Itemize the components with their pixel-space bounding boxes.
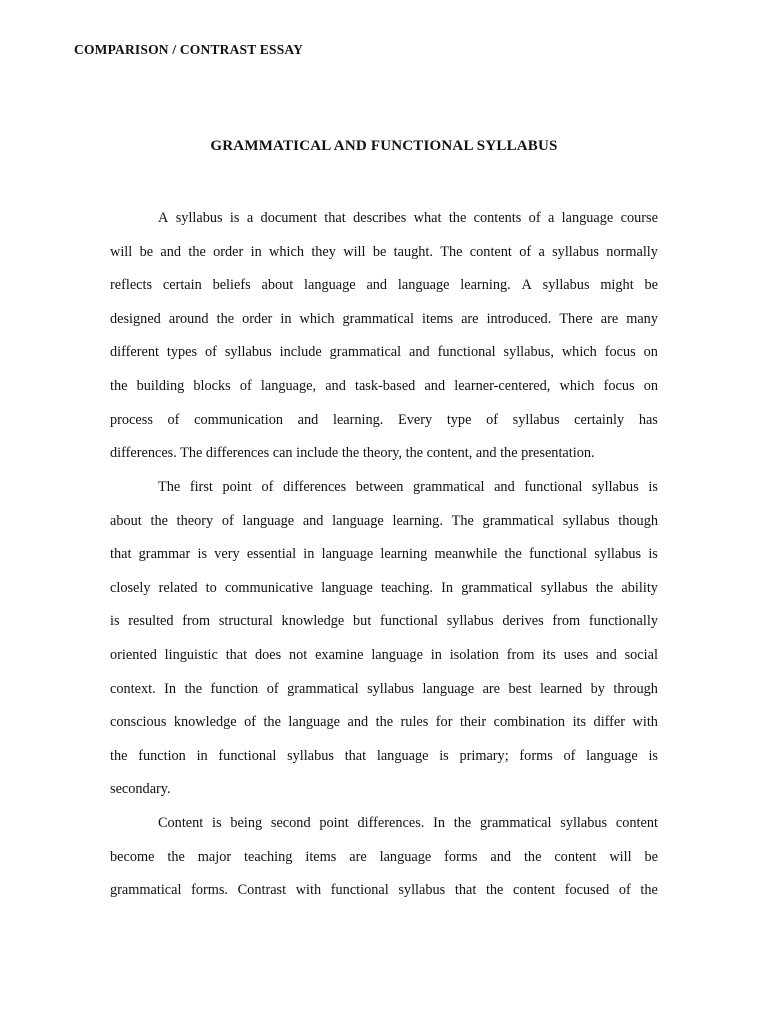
word: In [164, 680, 177, 697]
word: the [453, 815, 472, 831]
word: be [644, 848, 658, 865]
word: does [254, 646, 282, 663]
paragraph-line [110, 269, 658, 303]
word: functional [437, 344, 496, 361]
word: resulted [128, 613, 174, 630]
word: reflects [110, 277, 153, 294]
word: There [559, 310, 593, 327]
word: a [246, 210, 254, 226]
word: learning. [392, 512, 443, 529]
word: the [485, 882, 504, 899]
word: of [239, 377, 252, 394]
word: language, [260, 377, 317, 394]
word: that [110, 546, 132, 563]
word: are [600, 310, 619, 327]
word: the [167, 848, 185, 865]
paragraph-2 [110, 471, 658, 807]
word: the [263, 714, 281, 731]
paragraph-line [110, 740, 658, 774]
word: functional [524, 479, 583, 495]
word: from [182, 613, 211, 630]
word: of [167, 411, 180, 428]
word: the [504, 546, 522, 563]
word: learning. [332, 411, 384, 428]
word: syllabus [175, 210, 223, 226]
word: syllabus [540, 579, 588, 596]
word: knowledge [173, 714, 237, 731]
word: around [168, 310, 209, 327]
word: which [559, 377, 595, 394]
word: In [433, 815, 446, 831]
word: be [372, 243, 387, 260]
word: which [299, 310, 335, 327]
word: be [139, 243, 154, 260]
word: syllabus [398, 882, 446, 899]
word: learning. [460, 277, 511, 294]
word: and [366, 277, 388, 294]
word: might [600, 277, 634, 294]
word: are [482, 680, 501, 697]
word: that [344, 747, 367, 764]
word: which [269, 243, 304, 260]
word: the [523, 848, 542, 865]
word: A [521, 277, 532, 294]
word: syllabus [594, 546, 642, 563]
word: not [288, 646, 308, 663]
word: knowledge [281, 613, 345, 630]
word: grammatical [287, 680, 359, 697]
word: and [297, 411, 319, 428]
word: is [648, 546, 658, 563]
word: for [435, 714, 453, 731]
word: syllabus [367, 680, 414, 697]
word: in [430, 646, 442, 663]
word: grammatical [461, 579, 533, 596]
word: the [110, 747, 128, 764]
word: items [422, 310, 454, 327]
word: which [561, 344, 597, 361]
word: on [643, 377, 658, 394]
word: focus [604, 344, 636, 361]
word: to [205, 579, 217, 596]
word: content [469, 243, 512, 260]
word: the [640, 882, 658, 899]
word: derives [502, 613, 544, 630]
word: communication [194, 411, 284, 428]
word: language [242, 512, 295, 529]
word: certainly [574, 411, 625, 428]
word: differences [282, 479, 347, 495]
word: items [305, 848, 337, 865]
word: in [303, 546, 315, 563]
word: language [288, 714, 340, 731]
word: rules [400, 714, 429, 731]
word: of [205, 344, 217, 361]
word: building [136, 377, 185, 394]
word: grammatical [329, 344, 402, 361]
word: language [321, 546, 374, 563]
word: of [261, 479, 274, 495]
word: task-based [354, 377, 416, 394]
word: on [643, 344, 658, 361]
word: language [321, 579, 373, 596]
word: point [319, 815, 349, 831]
word: with [295, 882, 322, 899]
word: of [486, 411, 498, 428]
word: include [279, 344, 322, 361]
word: course [620, 210, 658, 226]
word: become [110, 848, 155, 865]
word: grammar [138, 546, 191, 563]
word: grammatical [342, 310, 414, 327]
word: syllabus [512, 411, 560, 428]
word: describes [353, 210, 407, 226]
word: will [110, 243, 133, 260]
paragraph-line [110, 236, 658, 270]
word: learner-centered, [454, 377, 551, 394]
paragraph-line [110, 303, 658, 337]
paragraph-line: secondary. [110, 781, 171, 798]
word: will [609, 848, 632, 865]
word: language [561, 210, 614, 226]
word: that [324, 210, 346, 226]
word: and [490, 848, 512, 865]
word: of [519, 243, 532, 260]
document-title: GRAMMATICAL AND FUNCTIONAL SYLLABUS [210, 138, 558, 154]
word: the [216, 310, 235, 327]
word: order [242, 310, 273, 327]
word: conscious [110, 714, 167, 731]
word: syllabus [446, 613, 494, 630]
word: Content [158, 815, 204, 831]
word: and [347, 714, 369, 731]
word: focused [564, 882, 610, 899]
word: are [461, 310, 479, 327]
word: the [110, 377, 128, 394]
word: oriented [110, 646, 157, 663]
word: focus [603, 377, 635, 394]
word: is [648, 479, 658, 495]
word: language [586, 747, 638, 764]
word: forms. [191, 882, 229, 899]
word: between [355, 479, 404, 495]
word: process [110, 411, 153, 428]
word: a [538, 243, 545, 260]
word: are [349, 848, 367, 865]
word: essential [246, 546, 297, 563]
word: examine [315, 646, 364, 663]
word: best [508, 680, 532, 697]
word: being [230, 815, 263, 831]
paragraph-1 [110, 202, 658, 471]
word: combination [493, 714, 566, 731]
word: primary; [459, 747, 509, 764]
word: of [266, 680, 279, 697]
word: type [446, 411, 472, 428]
word: its [572, 714, 587, 731]
word: ability [621, 579, 658, 596]
word: functional [218, 747, 277, 764]
word: social [624, 646, 658, 663]
word: through [613, 680, 658, 697]
word: the [595, 579, 614, 596]
word: forms [444, 848, 478, 865]
word: syllabus [560, 815, 608, 831]
word: learned [540, 680, 583, 697]
word: that [225, 646, 248, 663]
word: and [160, 243, 182, 260]
paragraph-line [110, 505, 658, 539]
word: document [260, 210, 317, 226]
word: communicative [224, 579, 314, 596]
word: normally [606, 243, 658, 260]
paragraph-line [110, 874, 658, 908]
word: first [189, 479, 213, 495]
word: will [343, 243, 366, 260]
word: syllabus, [503, 344, 554, 361]
word: teaching [244, 848, 293, 865]
word: language [422, 680, 475, 697]
word: meanwhile [434, 546, 498, 563]
word: teaching. [380, 579, 433, 596]
paragraph-line [110, 370, 658, 404]
paragraph-line: differences. The differences can include the theory, the content, and the presentation. [110, 445, 595, 462]
word: beliefs [212, 277, 251, 294]
word: by [590, 680, 605, 697]
paragraph-line [110, 471, 658, 505]
word: they [311, 243, 336, 260]
word: grammatical [110, 882, 182, 899]
word: contents [473, 210, 522, 226]
word: from [506, 646, 535, 663]
word: differences. [357, 815, 425, 831]
word: of [618, 882, 631, 899]
word: language [304, 277, 356, 294]
word: and [596, 646, 617, 663]
word: The [451, 512, 474, 529]
word: in [250, 243, 262, 260]
word: from [552, 613, 581, 630]
word: is [229, 210, 240, 226]
word: and [424, 377, 446, 394]
word: language [332, 512, 384, 529]
word: of [563, 747, 576, 764]
word: theory [176, 512, 214, 529]
word: content [513, 882, 556, 899]
word: their [459, 714, 487, 731]
document-header: COMPARISON / CONTRAST ESSAY [74, 42, 304, 57]
word: introduced. [486, 310, 552, 327]
word: and [409, 344, 430, 361]
word: that [454, 882, 477, 899]
word: grammatical [413, 479, 485, 495]
word: grammatical [480, 815, 552, 831]
word: functionally [588, 613, 658, 630]
word: functional [330, 882, 389, 899]
word: differ [593, 714, 626, 731]
paragraph-3 [110, 807, 658, 908]
word: Contrast [237, 882, 287, 899]
word: In [441, 579, 454, 596]
word: of [528, 210, 541, 226]
word: isolation [449, 646, 499, 663]
word: syllabus [552, 243, 599, 260]
word: syllabus [542, 277, 590, 294]
word: very [214, 546, 240, 563]
word: closely [110, 579, 151, 596]
paragraph-line [110, 336, 658, 370]
word: what [413, 210, 442, 226]
word: language [379, 848, 432, 865]
word: function [210, 680, 259, 697]
word: about [110, 512, 142, 529]
word: many [626, 310, 658, 327]
word: related [158, 579, 198, 596]
word: syllabus [562, 512, 610, 529]
word: syllabus [224, 344, 272, 361]
word: certain [162, 277, 202, 294]
paragraph-line [110, 572, 658, 606]
word: syllabus [287, 747, 334, 764]
word: and [325, 377, 346, 394]
paragraph-line [110, 706, 658, 740]
word: linguistic [164, 646, 218, 663]
word: though [618, 512, 658, 529]
word: language [371, 646, 423, 663]
word: grammatical [482, 512, 554, 529]
word: its [542, 646, 556, 663]
word: types [166, 344, 198, 361]
word: in [280, 310, 292, 327]
word: is [197, 546, 208, 563]
word: the [448, 210, 467, 226]
word: context. [110, 680, 156, 697]
word: about [261, 277, 294, 294]
word: order [213, 243, 244, 260]
paragraph-line [110, 404, 658, 438]
word: second [270, 815, 311, 831]
paragraph-line [110, 807, 658, 841]
paragraph-line [110, 673, 658, 707]
word: major [197, 848, 232, 865]
word: with [632, 714, 658, 731]
word: syllabus [591, 479, 639, 495]
word: the [188, 243, 206, 260]
paragraph-line [110, 538, 658, 572]
word: A [158, 210, 169, 226]
word: is [110, 613, 120, 630]
word: content [554, 848, 597, 865]
word: be [644, 277, 658, 294]
word: the [150, 512, 168, 529]
word: point [222, 479, 252, 495]
word: uses [563, 646, 589, 663]
word: of [221, 512, 234, 529]
word: learning [380, 546, 428, 563]
word: functional [529, 546, 588, 563]
paragraph-line [110, 639, 658, 673]
word: different [110, 344, 159, 361]
word: designed [110, 310, 161, 327]
word: taught. [393, 243, 433, 260]
word: and [494, 479, 515, 495]
word: is [648, 747, 658, 764]
word: the [375, 714, 394, 731]
paragraph-line [110, 202, 658, 236]
word: language [376, 747, 429, 764]
word: structural [218, 613, 273, 630]
word: language [397, 277, 450, 294]
word: The [440, 243, 463, 260]
word: The [158, 479, 181, 495]
word: in [196, 747, 208, 764]
word: and [302, 512, 324, 529]
word: functional [380, 613, 438, 630]
paragraph-line [110, 841, 658, 875]
word: is [439, 747, 449, 764]
word: a [547, 210, 555, 226]
word: Every [398, 411, 433, 428]
word: forms [519, 747, 553, 764]
word: content [615, 815, 658, 831]
word: of [244, 714, 256, 731]
word: the [184, 680, 203, 697]
word: function [138, 747, 186, 764]
paragraph-line [110, 605, 658, 639]
word: is [212, 815, 222, 831]
word: but [353, 613, 372, 630]
word: has [638, 411, 658, 428]
word: blocks [193, 377, 231, 394]
